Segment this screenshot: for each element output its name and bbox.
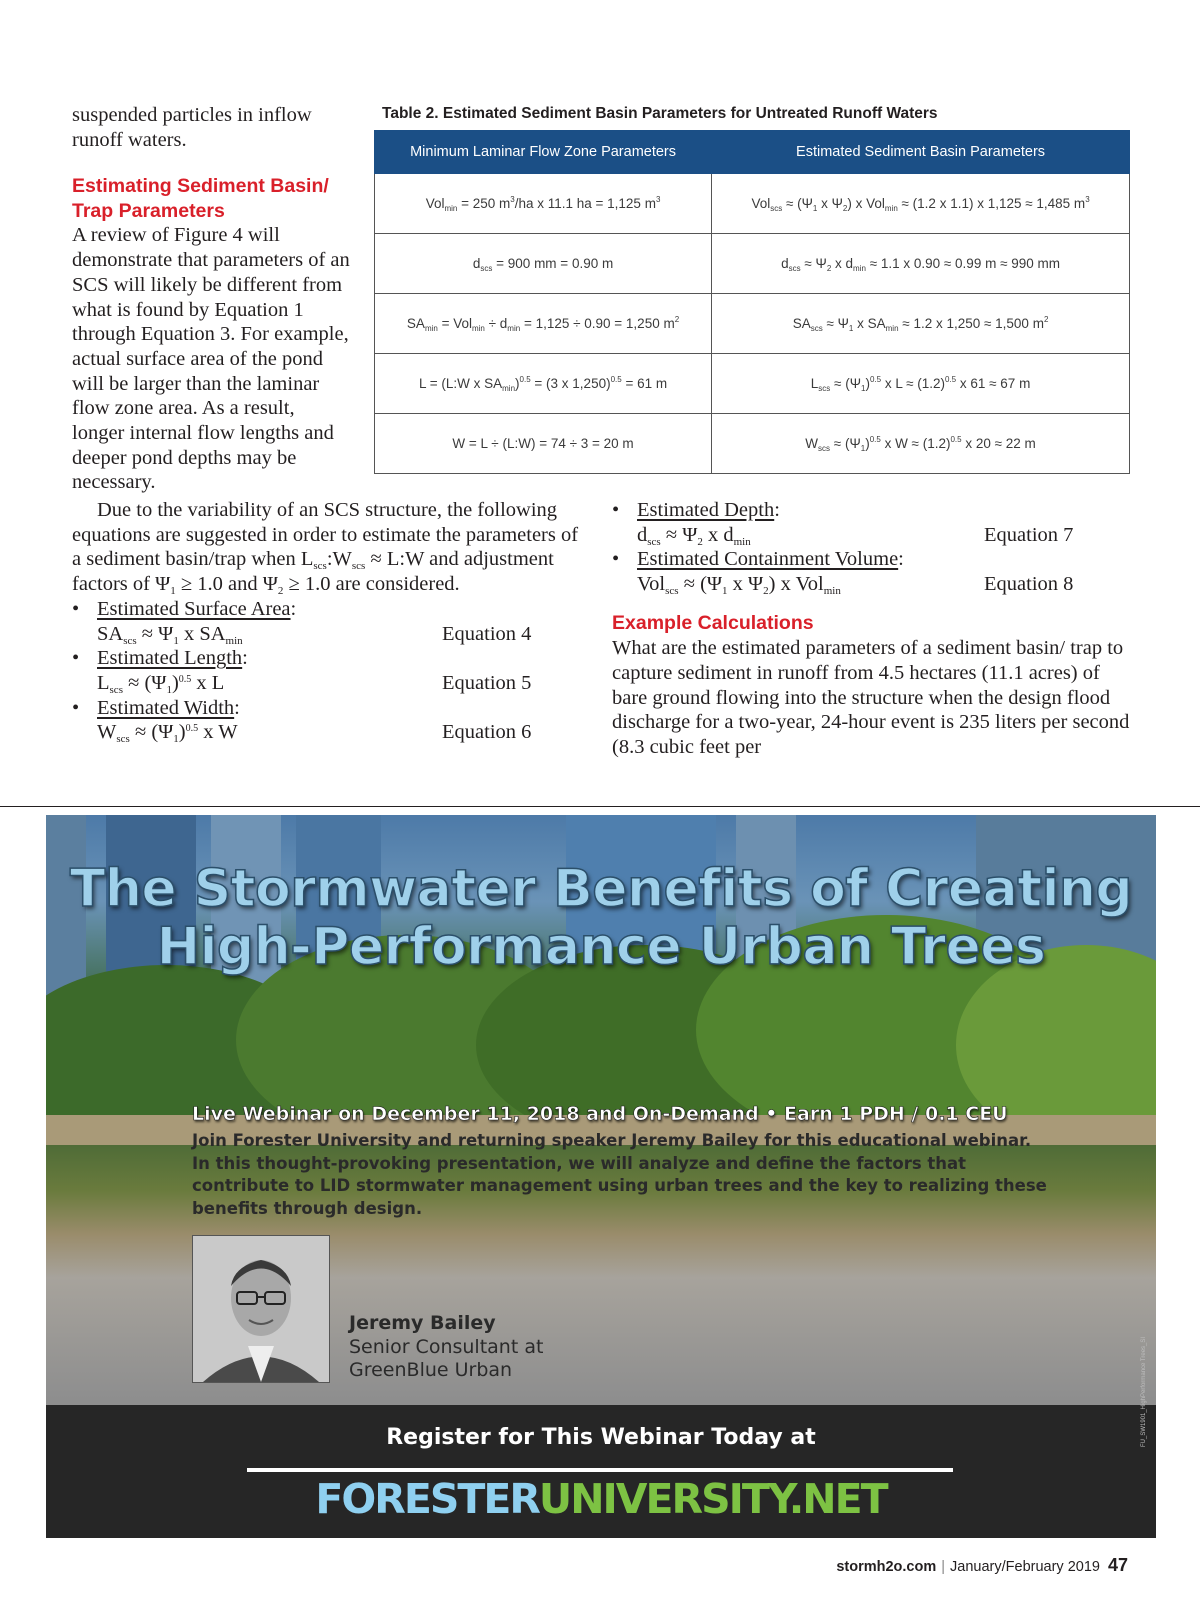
table-title: Table 2. Estimated Sediment Basin Parameters for Untreated Runoff Waters — [382, 105, 938, 122]
bullet-depth: • Estimated Depth: — [612, 499, 780, 521]
right-column — [612, 498, 1132, 760]
table-cell: Vol$_{min}$ = 250 $m^3/ha$ x 11.1 ha = 1,125 $m^3$ — [375, 174, 712, 234]
ad-description: Join Forester University and returning speaker Jeremy Bailey for this educational webinar. In this thought-provoking presentation, we will analyze and define the factors that contribute to LID stormwater management using urban trees and the key to realizing these benefits through design. — [192, 1131, 1047, 1218]
section-heading-example: Example Calculations — [612, 611, 814, 634]
register-divider — [247, 1468, 953, 1472]
speaker-portrait-icon — [193, 1236, 329, 1382]
speaker-photo — [192, 1235, 330, 1383]
table-row — [375, 234, 1130, 294]
speaker-title-line-2: GreenBlue Urban — [349, 1359, 513, 1381]
bullet-length: • Estimated Length: — [72, 647, 248, 670]
equations-intro-block — [72, 498, 582, 745]
equation-4: $SA_{scs} \approx \Psi_1$ x $SA_{min}$ Equation 4 — [97, 622, 532, 647]
table-cell: W = L ÷ (L:W) = 74 ÷ 3 = 20 m — [375, 414, 712, 474]
footer-site: stormh2o.com — [836, 1559, 937, 1575]
table-header-laminar: Minimum Laminar Flow Zone Parameters — [375, 131, 712, 174]
table-header-estimated: Estimated Sediment Basin Parameters — [712, 131, 1130, 174]
table-cell: L = (L:W x $SA_{min})^{0.5} = (3$ x 1,250)$^{0.5}$ = 61 m — [375, 354, 712, 414]
speaker-name: Jeremy Bailey — [349, 1312, 496, 1334]
speaker-info — [349, 1312, 543, 1383]
table-cell: $SA_{scs} \approx \Psi_1$ x $SA_{min} \approx 1.2$ x 1,250 ≈ 1,500 $m^2$ — [712, 294, 1130, 354]
table-cell: $SA_{min} = Vol_{min} \div d_{min} = 1,125 \div 0.90 = 1,250$ $m^2$ — [375, 294, 712, 354]
parameters-table — [374, 130, 1130, 474]
right-body-text: What are the estimated parameters of a sediment basin/ trap to capture sediment in runoff from 4.5 hectares (11.1 acres) of bare ground flowing into the structure when the design flood discharge for a two-year, 24-hour event is 235 liters per second (8.3 cubic feet per — [612, 637, 1130, 759]
bullet-containment-volume: • Estimated Containment Volume: — [612, 548, 904, 571]
table-cell: $d_{scs} = 900$ mm = 0.90 m — [375, 234, 712, 294]
speaker-title-line-1: Senior Consultant at — [349, 1335, 544, 1358]
table-row — [375, 174, 1130, 234]
equation-5: $L_{scs} \approx (\Psi_1)^{0.5}$ x L Equation 5 — [97, 671, 532, 696]
ad-live-date: Live Webinar on December 11, 2018 and On-Demand • Earn 1 PDH / 0.1 CEU — [192, 1103, 1008, 1125]
bullet-width: • Estimated Width: — [72, 696, 240, 719]
page-number: 47 — [1107, 1555, 1128, 1575]
register-text: Register for This Webinar Today at — [386, 1425, 816, 1450]
footer-separator: | — [941, 1559, 946, 1575]
intro-text: suspended particles in inflow runoff waters. — [72, 104, 312, 151]
ad-title: The Stormwater Benefits of Creating High-Performance Urban Trees — [69, 859, 1133, 977]
table-row — [375, 354, 1130, 414]
webinar-advertisement[interactable] — [46, 815, 1156, 1538]
table-row — [375, 294, 1130, 354]
table-cell: $L_{scs} \approx (\Psi_1)^{0.5}$ x $L \approx (1.2)^{0.5}$ x 61 ≈ 67 m — [712, 354, 1130, 414]
left-column — [72, 103, 352, 495]
footer-issue: January/February 2019 — [950, 1559, 1100, 1575]
equation-8: $Vol_{scs} \approx (\Psi_1$ x $\Psi_2$) x Vol$_{min}$ Equation 8 — [637, 573, 1074, 598]
table-cell: $Vol_{scs} \approx (\Psi_1$ x $\Psi_2$) x Vol$_{min}$ ≈ (1.2 x 1.1) x 1,125 ≈ 1,485 $m^3$ — [712, 174, 1130, 234]
table-row — [375, 414, 1130, 474]
left-body-text: A review of Figure 4 will demonstrate that parameters of an SCS will likely be different from what is found by Equation 1 through Equation 3. For example, actual surface area of the pond will be larger than the laminar flow zone area. As a result, longer internal flow lengths and deeper pond depths may be necessary. — [72, 224, 350, 494]
forester-university-link[interactable]: FORESTERUNIVERSITY.NET — [315, 1475, 887, 1523]
section-heading-estimating: Estimating Sediment Basin/ Trap Parameters — [72, 175, 329, 222]
equation-6: $W_{scs} \approx (\Psi_1)^{0.5}$ x W Equation 6 — [97, 721, 532, 746]
page-footer — [836, 1555, 1128, 1576]
table-cell: $d_{scs} \approx \Psi_2$ x $d_{min} \approx 1.1$ x 0.90 ≈ 0.99 m ≈ 990 mm — [712, 234, 1130, 294]
equation-7: $d_{scs} \approx \Psi_2$ x $d_{min}$ Equation 7 — [637, 523, 1074, 548]
bullet-surface-area: • Estimated Surface Area: — [72, 597, 297, 620]
ad-code: FU_SW1901_HighPerformance Trees_SI — [1141, 1336, 1147, 1447]
section-divider — [0, 806, 1200, 807]
table-cell: $W_{scs} \approx (\Psi_1)^{0.5}$ x $W \approx (1.2)^{0.5}$ x 20 ≈ 22 m — [712, 414, 1130, 474]
register-band — [46, 1405, 1156, 1538]
equations-intro-paragraph: Due to the variability of an SCS structure, the following equations are suggested in order to estimate the parameters of a sediment basin/trap when $L_{scs}:W_{scs}$ ≈ L:W and adjustment factors of $\Psi_1 \ge 1.0$ and $\Psi_2 \ge 1.0$ are considered. — [72, 499, 579, 598]
